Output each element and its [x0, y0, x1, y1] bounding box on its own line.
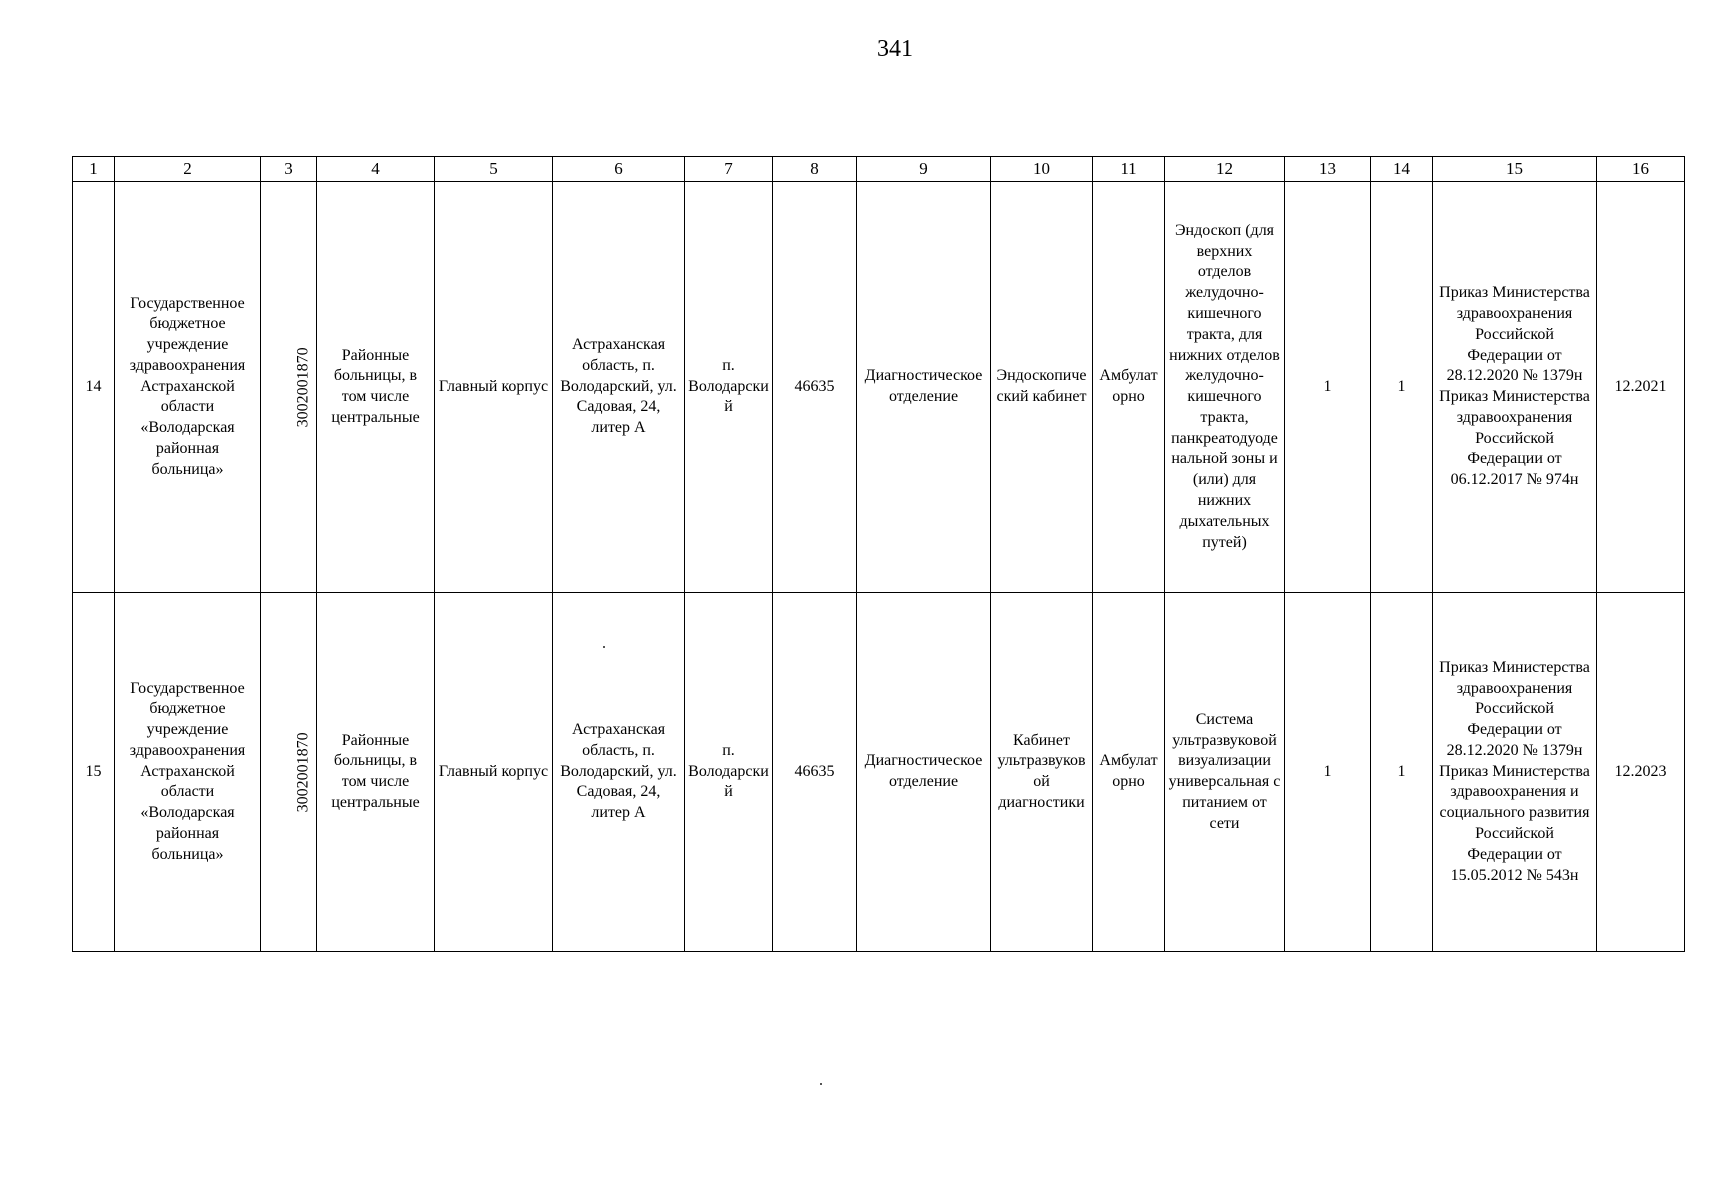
quantity-planned: 1	[1371, 593, 1433, 952]
settlement: п. Володарский	[685, 182, 773, 593]
address: Астраханская область, п. Володарский, ул. Садовая, 24, литер А	[553, 593, 685, 952]
room: Кабинет ультразвуковой диагностики	[991, 593, 1093, 952]
row-number: 14	[73, 182, 115, 593]
oktmo-code: 46635	[773, 593, 857, 952]
column-number: 7	[685, 157, 773, 182]
delivery-date: 12.2021	[1597, 182, 1685, 593]
column-number: 12	[1165, 157, 1285, 182]
column-number: 10	[991, 157, 1093, 182]
page-number: 341	[877, 36, 913, 62]
institution-name: Государственное бюджетное учреждение здравоохранения Астраханской области «Володарская районная больница»	[115, 182, 261, 593]
regulation-reference: Приказ Министерства здравоохранения Российской Федерации от 28.12.2020 № 1379н Приказ Министерства здравоохранения Российской Федерации от 06.12.2017 № 974н	[1433, 182, 1597, 593]
quantity-required: 1	[1285, 182, 1371, 593]
column-number: 8	[773, 157, 857, 182]
equipment-name: Система ультразвуковой визуализации универсальная с питанием от сети	[1165, 593, 1285, 952]
institution-name: Государственное бюджетное учреждение здравоохранения Астраханской области «Володарская районная больница»	[115, 593, 261, 952]
quantity-required: 1	[1285, 593, 1371, 952]
column-number: 1	[73, 157, 115, 182]
column-number: 14	[1371, 157, 1433, 182]
column-number: 5	[435, 157, 553, 182]
building: Главный корпус	[435, 182, 553, 593]
column-number: 16	[1597, 157, 1685, 182]
institution-type: Районные больницы, в том числе центральные	[317, 182, 435, 593]
care-condition: Амбулаторно	[1093, 593, 1165, 952]
department: Диагностическое отделение	[857, 593, 991, 952]
column-number: 11	[1093, 157, 1165, 182]
oktmo-code: 46635	[773, 182, 857, 593]
address: Астраханская область, п. Володарский, ул. Садовая, 24, литер А	[553, 182, 685, 593]
inn-code: 3002001870	[294, 732, 312, 813]
column-number: 4	[317, 157, 435, 182]
building: Главный корпус	[435, 593, 553, 952]
room: Эндоскопический кабинет	[991, 182, 1093, 593]
inn-cell	[261, 182, 317, 593]
column-number: 6	[553, 157, 685, 182]
inn-code: 3002001870	[294, 347, 312, 428]
settlement: п. Володарский	[685, 593, 773, 952]
regulation-reference: Приказ Министерства здравоохранения Российской Федерации от 28.12.2020 № 1379н Приказ Министерства здравоохранения и социального развития Российской Федерации от 15.05.2012 № 543н	[1433, 593, 1597, 952]
delivery-date: 12.2023	[1597, 593, 1685, 952]
quantity-planned: 1	[1371, 182, 1433, 593]
department: Диагностическое отделение	[857, 182, 991, 593]
scan-speck	[820, 1083, 822, 1085]
column-number: 9	[857, 157, 991, 182]
column-number-header-row	[73, 157, 1685, 182]
column-number: 2	[115, 157, 261, 182]
equipment-name: Эндоскоп (для верхних отделов желудочно-кишечного тракта, для нижних отделов желудочно-кишечного тракта, панкреатодуоденальной зоны и (или) для нижних дыхательных путей)	[1165, 182, 1285, 593]
care-condition: Амбулаторно	[1093, 182, 1165, 593]
column-number: 15	[1433, 157, 1597, 182]
scan-speck	[603, 646, 605, 648]
inn-cell	[261, 593, 317, 952]
column-number: 13	[1285, 157, 1371, 182]
row-number: 15	[73, 593, 115, 952]
table-row	[73, 182, 1685, 593]
equipment-register-table	[72, 156, 1685, 952]
table-row	[73, 593, 1685, 952]
institution-type: Районные больницы, в том числе центральные	[317, 593, 435, 952]
column-number: 3	[261, 157, 317, 182]
